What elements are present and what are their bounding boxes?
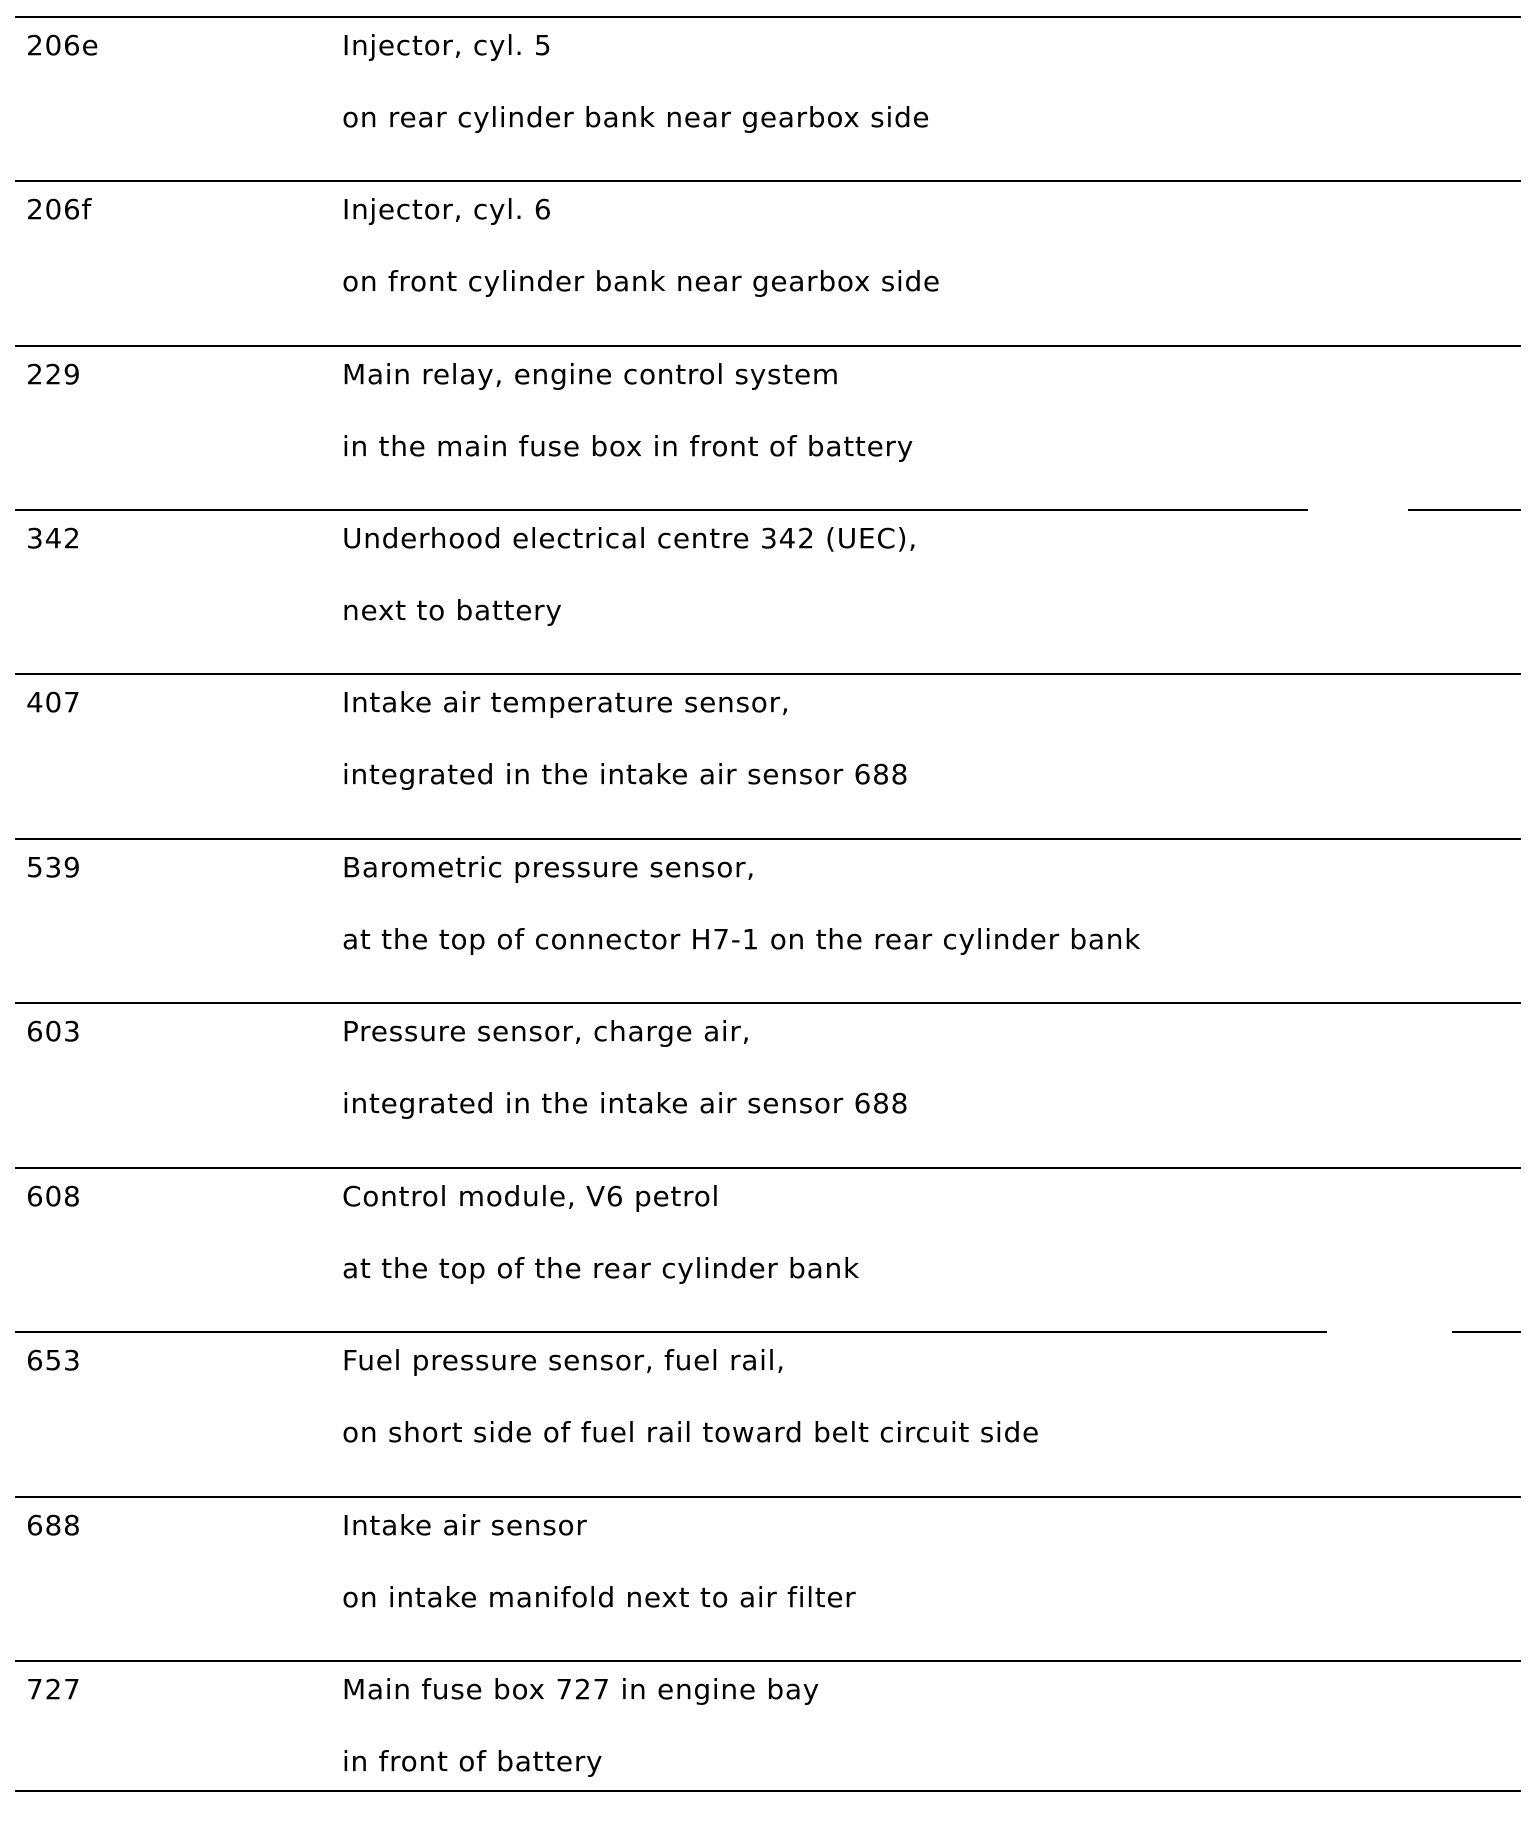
- component-name: Main relay, engine control system: [342, 358, 840, 391]
- component-code: 229: [26, 358, 82, 391]
- table-row: [0, 182, 1536, 347]
- table-row: [0, 1169, 1536, 1334]
- table-row: [0, 1498, 1536, 1663]
- component-name: Injector, cyl. 6: [342, 193, 553, 226]
- component-name: Intake air sensor: [342, 1509, 588, 1542]
- component-location: in front of battery: [342, 1745, 604, 1778]
- component-name: Pressure sensor, charge air,: [342, 1015, 752, 1048]
- table-row: [0, 1333, 1536, 1498]
- table-row: [0, 1662, 1536, 1827]
- component-code: 206e: [26, 29, 100, 62]
- component-code: 206f: [26, 193, 93, 226]
- component-code: 653: [26, 1344, 82, 1377]
- component-name: Intake air temperature sensor,: [342, 686, 791, 719]
- component-code: 688: [26, 1509, 82, 1542]
- component-name: Injector, cyl. 5: [342, 29, 553, 62]
- table-row: [0, 18, 1536, 183]
- component-name: Fuel pressure sensor, fuel rail,: [342, 1344, 786, 1377]
- component-location: at the top of the rear cylinder bank: [342, 1252, 860, 1285]
- table-row: [0, 675, 1536, 840]
- component-location: on rear cylinder bank near gearbox side: [342, 101, 931, 134]
- component-location: in the main fuse box in front of battery: [342, 430, 914, 463]
- table-row: [0, 840, 1536, 1005]
- component-code: 342: [26, 522, 82, 555]
- component-location: on short side of fuel rail toward belt circuit side: [342, 1416, 1040, 1449]
- component-code: 539: [26, 851, 82, 884]
- component-code: 727: [26, 1673, 82, 1706]
- component-name: Barometric pressure sensor,: [342, 851, 756, 884]
- component-location: at the top of connector H7-1 on the rear cylinder bank: [342, 923, 1142, 956]
- component-location: next to battery: [342, 594, 563, 627]
- component-name: Control module, V6 petrol: [342, 1180, 720, 1213]
- table-divider: [15, 1790, 1521, 1792]
- component-location: on intake manifold next to air filter: [342, 1581, 857, 1614]
- component-code: 608: [26, 1180, 82, 1213]
- component-code: 603: [26, 1015, 82, 1048]
- component-name: Underhood electrical centre 342 (UEC),: [342, 522, 918, 555]
- component-name: Main fuse box 727 in engine bay: [342, 1673, 820, 1706]
- component-location: on front cylinder bank near gearbox side: [342, 265, 941, 298]
- component-location: integrated in the intake air sensor 688: [342, 758, 910, 791]
- table-row: [0, 1004, 1536, 1169]
- table-row: [0, 511, 1536, 676]
- table-row: [0, 347, 1536, 512]
- component-code: 407: [26, 686, 82, 719]
- component-location: integrated in the intake air sensor 688: [342, 1087, 910, 1120]
